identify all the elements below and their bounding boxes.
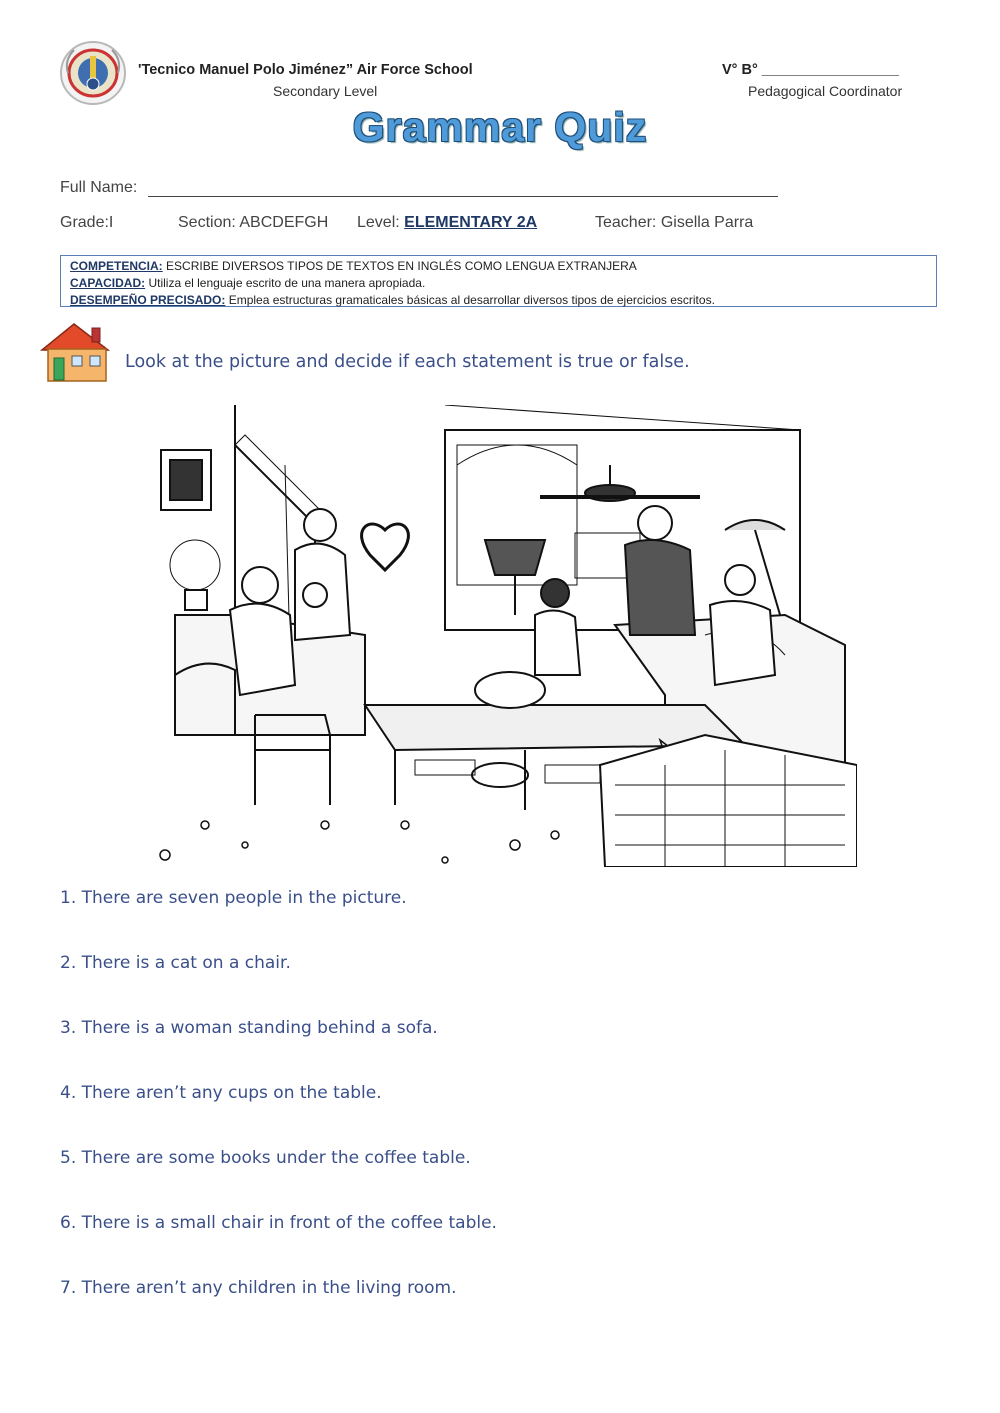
statement-2: 2. There is a cat on a chair.: [60, 953, 291, 973]
capacidad-key: CAPACIDAD:: [70, 276, 146, 290]
desempeno-key: DESEMPEÑO PRECISADO:: [70, 293, 226, 307]
desempeno-line: [70, 292, 927, 309]
level-label: Level:: [357, 214, 400, 231]
house-icon: [34, 322, 116, 384]
secondary-level-label: Secondary Level: [273, 83, 378, 99]
school-crest-icon: [58, 40, 128, 106]
teacher-label: Teacher: Gisella Parra: [595, 214, 754, 231]
grade-label: Grade:I: [60, 214, 114, 231]
capacidad-line: [70, 275, 927, 292]
instruction-text: Look at the picture and decide if each statement is true or false.: [125, 352, 690, 372]
full-name-field[interactable]: [148, 196, 778, 197]
capacidad-value: Utiliza el lenguaje escrito de una manera apropiada.: [148, 276, 426, 290]
competency-box: [60, 255, 937, 307]
competencia-line: [70, 258, 927, 275]
pedagogical-coordinator-label: Pedagogical Coordinator: [748, 83, 903, 99]
living-room-illustration: [145, 405, 857, 867]
competencia-key: COMPETENCIA:: [70, 259, 163, 273]
competencia-value: ESCRIBE DIVERSOS TIPOS DE TEXTOS EN INGLÉS COMO LENGUA EXTRANJERA: [166, 259, 637, 273]
level-value: ELEMENTARY 2A: [404, 214, 538, 231]
desempeno-value: Emplea estructuras gramaticales básicas al desarrollar diversos tipos de ejercicios escritos.: [228, 293, 715, 307]
school-name: 'Tecnico Manuel Polo Jiménez” Air Force School: [138, 62, 473, 78]
full-name-label: Full Name:: [60, 179, 138, 196]
level-group: [357, 214, 537, 232]
page-title: Grammar Quiz: [352, 104, 648, 150]
statement-3: 3. There is a woman standing behind a sofa.: [60, 1018, 438, 1038]
statement-4: 4. There aren’t any cups on the table.: [60, 1083, 382, 1103]
statement-1: 1. There are seven people in the picture.: [60, 888, 407, 908]
statement-5: 5. There are some books under the coffee table.: [60, 1148, 471, 1168]
approval-signature-line: V° B° _________________: [722, 62, 899, 78]
statement-7: 7. There aren’t any children in the living room.: [60, 1278, 457, 1298]
section-label: Section: ABCDEFGH: [178, 214, 329, 231]
statement-6: 6. There is a small chair in front of the coffee table.: [60, 1213, 497, 1233]
